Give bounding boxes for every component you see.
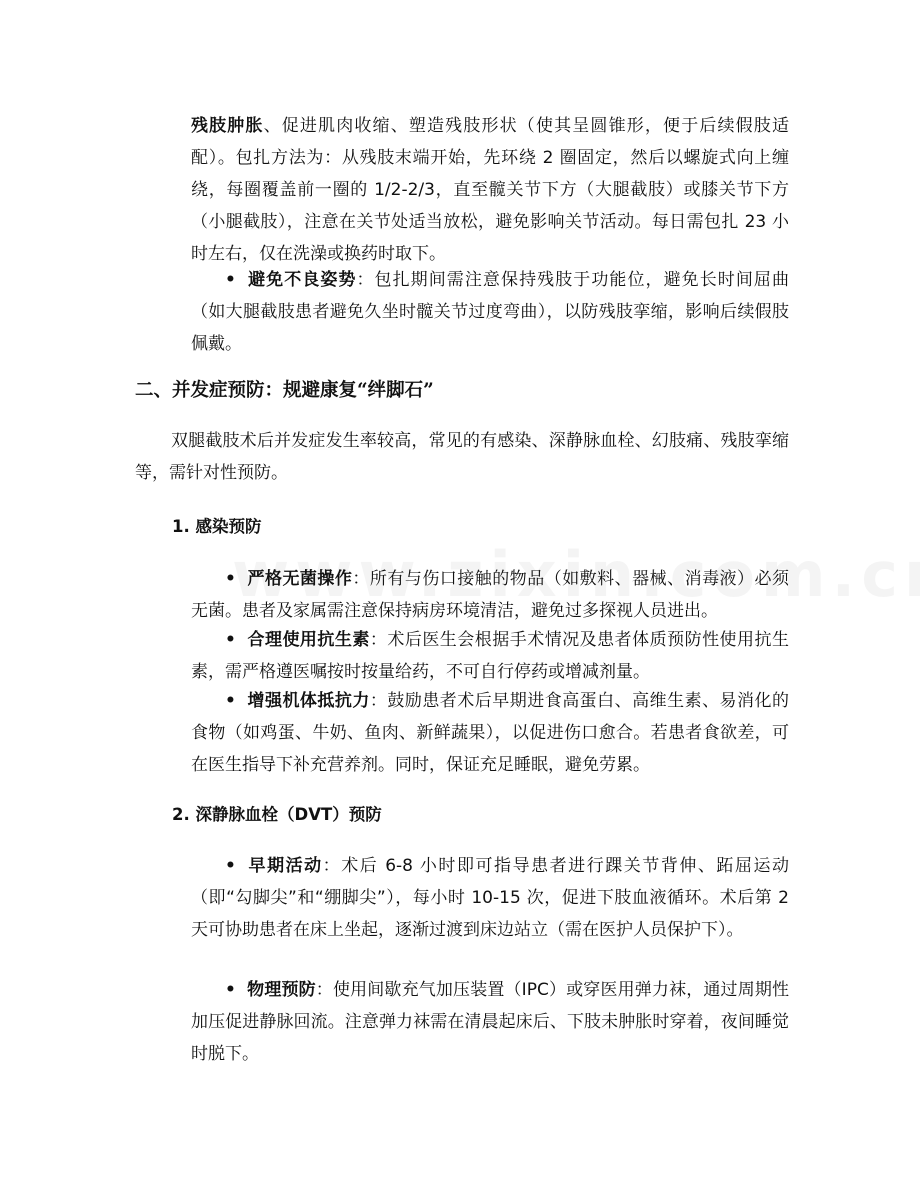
bullet-body: ：术后 6-8 小时即可指导患者进行踝关节背伸、跖屈运动（即“勾脚尖”和“绷脚尖”），每小时 10-15 次，促进下肢血液循环。术后第 2 天可协助患者在床上坐起，逐渐过渡到床边站立（需在医护人员保护下）。 xyxy=(191,856,790,940)
paragraph-body: 、促进肌肉收缩、塑造残肢形状（使其呈圆锥形，便于后续假肢适配）。包扎方法为：从残肢末端开始，先环绕 2 圈固定，然后以螺旋式向上缠绕，每圈覆盖前一圈的 1/2-2/3，直至髋关节下方（大腿截肢）或膝关节下方（小腿截肢），注意在关节处适当放松，避免影响关节活动。每日需包扎 23 小时左右，仅在洗澡或换药时取下。 xyxy=(191,116,789,264)
bullet-body: ：包扎期间需注意保持残肢于功能位，避免长时间屈曲（如大腿截肢患者避免久坐时髋关节过度弯曲），以防残肢挛缩，影响后续假肢佩戴。 xyxy=(191,270,790,354)
subheading-dvt: 2. 深静脉血栓（DVT）预防 xyxy=(172,805,382,824)
keyword: 物理预防 xyxy=(247,980,316,1000)
bullet-item-resistance xyxy=(191,685,789,781)
keyword: 残肢肿胀 xyxy=(191,116,264,136)
section-heading: 二、并发症预防：规避康复“绊脚石” xyxy=(135,380,434,401)
bullet-item-posture xyxy=(191,264,789,360)
bullet-item-aseptic xyxy=(191,563,789,627)
keyword: 早期活动 xyxy=(247,856,323,876)
bullet-body: ：使用间歇充气加压装置（IPC）或穿医用弹力袜，通过周期性加压促进静脉回流。注意弹力袜需在清晨起床后、下肢未肿胀时穿着，夜间睡觉时脱下。 xyxy=(191,980,790,1064)
keyword: 严格无菌操作 xyxy=(247,569,353,589)
continuation-paragraph xyxy=(191,110,789,270)
bullet-dot-icon: • xyxy=(225,856,236,876)
bullet-item-physical-prevention xyxy=(191,974,789,1070)
bullet-body: ：术后医生会根据手术情况及患者体质预防性使用抗生素，需严格遵医嘱按时按量给药，不可自行停药或增减剂量。 xyxy=(191,630,790,682)
keyword: 增强机体抵抗力 xyxy=(247,691,370,711)
section-intro-paragraph: 双腿截肢术后并发症发生率较高，常见的有感染、深静脉血栓、幻肢痛、残肢挛缩等，需针对性预防。 xyxy=(135,431,789,483)
bullet-body: ：所有与伤口接触的物品（如敷料、器械、消毒液）必须无菌。患者及家属需注意保持病房环境清洁，避免过多探视人员进出。 xyxy=(191,569,790,621)
bullet-body: ：鼓励患者术后早期进食高蛋白、高维生素、易消化的食物（如鸡蛋、牛奶、鱼肉、新鲜蔬果），以促进伤口愈合。若患者食欲差，可在医生指导下补充营养剂。同时，保证充足睡眠，避免劳累。 xyxy=(191,691,790,775)
bullet-item-antibiotics xyxy=(191,624,789,688)
bullet-dot-icon: • xyxy=(225,980,236,1000)
bullet-dot-icon: • xyxy=(225,630,236,650)
keyword: 避免不良姿势 xyxy=(247,270,357,290)
bullet-dot-icon: • xyxy=(225,569,236,589)
subheading-infection: 1. 感染预防 xyxy=(172,517,262,536)
keyword: 合理使用抗生素 xyxy=(247,630,370,650)
bullet-dot-icon: • xyxy=(225,691,236,711)
bullet-dot-icon: • xyxy=(225,270,236,290)
bullet-item-early-activity xyxy=(191,850,789,946)
